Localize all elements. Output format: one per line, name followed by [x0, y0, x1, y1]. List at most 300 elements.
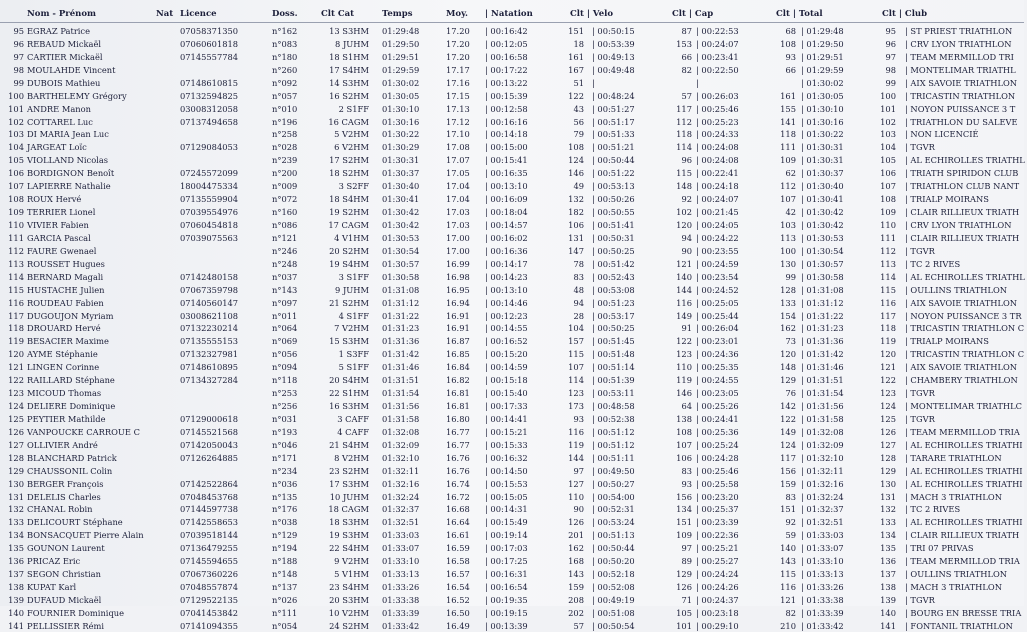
cell-moy: 16.99 — [446, 258, 470, 269]
column-header-row — [0, 8, 1024, 20]
cell-rank: 112 — [8, 245, 24, 256]
cell-temps: 01:32:11 — [382, 465, 420, 476]
table-row — [0, 465, 1024, 477]
cell-cltcat: 3 S2FF — [338, 181, 369, 192]
cell-club: | AL ECHIROLLES TRIATHL — [905, 155, 1025, 166]
cell-rank: 101 — [8, 103, 24, 114]
cell-club: | TRICASTIN TRIATHLON C — [905, 323, 1025, 334]
cell-vcls: 134 — [676, 504, 692, 515]
cell-velo: | 00:52:38 — [592, 413, 635, 424]
cell-doss: n°086 — [272, 219, 298, 230]
cell-cltcat: 5 V1HM — [334, 569, 369, 580]
cell-licence: 07067360226 — [180, 569, 239, 580]
cell-cltcat: 19 S4HM — [329, 258, 369, 269]
header-divider — [0, 22, 1024, 23]
cell-tcls: 154 — [780, 310, 796, 321]
cell-rank: 113 — [8, 258, 24, 269]
cell-moy: 16.91 — [446, 310, 470, 321]
cell-rank: 137 — [8, 569, 24, 580]
table-row — [0, 581, 1024, 593]
table-row — [0, 154, 1024, 166]
cell-vcls: 82 — [681, 64, 692, 75]
table-row — [0, 258, 1024, 270]
cell-vcls: 107 — [676, 439, 692, 450]
cell-velo: | 00:50:15 — [592, 26, 635, 36]
cell-ncls: 127 — [568, 478, 584, 489]
cell-cltcat: 3 S1FF — [338, 271, 369, 282]
cell-rank: 96 — [13, 38, 24, 49]
cell-temps: 01:30:02 — [382, 77, 420, 88]
cell-clubrank: 95 — [885, 26, 896, 36]
cell-temps: 01:33:39 — [382, 607, 420, 618]
cell-velo: | — [592, 77, 595, 88]
cell-cap: | 00:21:45 — [696, 207, 739, 217]
cell-clubrank: 141 — [880, 620, 896, 631]
cell-total: | 01:31:56 — [801, 401, 844, 411]
cell-moy: 16.84 — [446, 362, 470, 373]
cell-licence: 07137494658 — [180, 116, 239, 127]
cell-name: GOUNON Laurent — [27, 543, 105, 554]
cell-natation: | 00:18:04 — [485, 207, 528, 217]
cell-rank: 102 — [8, 116, 24, 127]
cell-cap: | 00:23:18 — [696, 607, 739, 618]
cell-moy: 17.20 — [446, 26, 470, 36]
cell-velo: | 00:51:39 — [592, 375, 635, 386]
cell-velo: | 00:53:39 — [592, 38, 635, 49]
cell-total: | 01:30:05 — [801, 90, 844, 101]
cell-clubrank: 129 — [880, 465, 896, 476]
cell-ncls: 143 — [568, 569, 584, 580]
cell-natation: | 00:15:20 — [485, 349, 528, 360]
cell-rank: 133 — [8, 517, 24, 528]
cell-tcls: 210 — [780, 620, 796, 631]
cell-vcls: 129 — [676, 569, 692, 580]
cell-cap: | 00:23:55 — [696, 245, 739, 256]
table-row — [0, 271, 1024, 283]
cell-velo: | 00:50:44 — [592, 155, 635, 166]
cell-clubrank: 138 — [880, 582, 896, 592]
cell-velo: | 00:51:33 — [592, 129, 635, 140]
cell-name: PELLISSIER Rémi — [27, 620, 105, 631]
cell-moy: 16.61 — [446, 530, 470, 541]
cell-club: | CRV LYON TRIATHLON — [905, 219, 1012, 230]
cell-natation: | 00:14:41 — [485, 413, 528, 424]
cell-name: FOURNIER Dominique — [27, 607, 125, 618]
cell-moy: 17.10 — [446, 129, 470, 140]
cell-ncls: 108 — [568, 142, 584, 153]
cell-clubrank: 134 — [880, 530, 896, 541]
cell-total: | 01:33:26 — [801, 582, 844, 592]
cell-moy: 16.49 — [446, 620, 470, 631]
cell-moy: 17.04 — [446, 181, 470, 192]
cell-clubrank: 126 — [880, 426, 896, 437]
cell-cltcat: 4 CAFF — [337, 426, 369, 437]
cell-vcls: 120 — [676, 219, 692, 230]
cell-cap: | 00:25:26 — [696, 401, 739, 411]
cell-licence: 07145557784 — [180, 51, 239, 62]
cell-name: DUGOUJON Myriam — [27, 310, 114, 321]
cell-name: LINGEN Corinne — [27, 362, 100, 373]
cell-licence: 07132327981 — [180, 349, 239, 360]
cell-doss: n°026 — [272, 594, 298, 605]
cell-natation: | 00:14:18 — [485, 129, 528, 140]
cell-licence: 07058371350 — [180, 26, 239, 36]
cell-total: | 01:33:42 — [801, 620, 844, 631]
cell-cap: | 00:24:52 — [696, 284, 739, 295]
cell-ncls: 83 — [573, 271, 584, 282]
cell-temps: 01:31:22 — [382, 310, 420, 321]
cell-doss: n°057 — [272, 90, 298, 101]
table-row — [0, 542, 1024, 554]
cell-temps: 01:30:53 — [382, 232, 420, 243]
cell-ncls: 173 — [568, 401, 584, 411]
cell-velo: | 00:51:23 — [592, 297, 635, 308]
cell-cap: | 00:26:03 — [696, 90, 739, 101]
cell-temps: 01:30:40 — [382, 181, 420, 192]
cell-name: DELELIS Charles — [27, 491, 101, 502]
cell-vcls: 90 — [681, 245, 692, 256]
table-row — [0, 607, 1024, 619]
cell-doss: n°129 — [272, 530, 298, 541]
cell-name: HUSTACHE Julien — [27, 284, 105, 295]
cell-name: BONSACQUET Pierre Alain — [27, 530, 144, 541]
cell-name: BORDIGNON Benoît — [27, 168, 115, 179]
cell-temps: 01:31:08 — [382, 284, 420, 295]
cell-cltcat: 8 JUHM — [335, 38, 369, 49]
cell-vcls: 153 — [676, 38, 692, 49]
cell-cltcat: 17 S4HM — [329, 64, 369, 75]
table-row — [0, 90, 1024, 102]
cell-ncls: 119 — [568, 439, 584, 450]
cell-cap: | 00:24:26 — [696, 582, 739, 592]
cell-vcls: 121 — [676, 258, 692, 269]
cell-club: | AIX SAVOIE TRIATHLON — [905, 297, 1018, 308]
cell-name: OLLIVIER André — [27, 439, 98, 450]
cell-ncls: 93 — [573, 413, 584, 424]
cell-temps: 01:30:10 — [382, 103, 420, 114]
cell-name: JARGEAT Loïc — [27, 142, 87, 153]
cell-velo: | 00:49:48 — [592, 64, 635, 75]
cell-clubrank: 106 — [880, 168, 896, 179]
cell-tcls: 141 — [780, 116, 796, 127]
cell-name: PEYTIER Mathilde — [27, 413, 106, 424]
cell-natation: | 00:14:59 — [485, 362, 528, 373]
cell-natation: | 00:16:31 — [485, 569, 528, 580]
cell-cap: | 00:24:59 — [696, 258, 739, 269]
cell-moy: 16.85 — [446, 349, 470, 360]
cell-total: | 01:33:38 — [801, 594, 844, 605]
cell-natation: | 00:16:54 — [485, 582, 528, 592]
cell-cltcat: 5 V2HM — [334, 129, 369, 140]
cell-tcls: 128 — [780, 284, 796, 295]
cell-cltcat: 24 S2HM — [329, 620, 369, 631]
table-row — [0, 297, 1024, 309]
cell-club: | TRIATH SPIRIDON CLUB — [905, 168, 1019, 179]
cell-tcls: 113 — [780, 232, 796, 243]
cell-total: | 01:30:54 — [801, 245, 844, 256]
cell-vcls: 102 — [676, 207, 692, 217]
cell-natation: | 00:15:49 — [485, 517, 528, 528]
cell-tcls: 42 — [785, 207, 796, 217]
cell-ncls: 146 — [568, 168, 584, 179]
cell-club: | MONTELIMAR TRIATHLC — [905, 401, 1022, 411]
cell-cap: | 00:24:07 — [696, 38, 739, 49]
cell-name: BESACIER Maxime — [27, 336, 109, 347]
cell-tcls: 124 — [780, 439, 796, 450]
cell-vcls: 151 — [676, 517, 692, 528]
cell-rank: 125 — [8, 413, 24, 424]
cell-cltcat: 15 S3HM — [329, 336, 369, 347]
cell-cltcat: 10 JUHM — [329, 491, 369, 502]
table-row — [0, 413, 1024, 425]
cell-cltcat: 21 S2HM — [329, 297, 369, 308]
cell-club: | CLAIR RILLIEUX TRIATH — [905, 207, 1020, 217]
cell-rank: 104 — [8, 142, 24, 153]
cell-clubrank: 124 — [880, 401, 896, 411]
cell-velo: | 00:51:41 — [592, 219, 635, 230]
table-row — [0, 348, 1024, 360]
cell-total: | 01:33:39 — [801, 607, 844, 618]
cell-club: | AL ECHIROLLES TRIATHI — [905, 478, 1023, 489]
cell-total: | 01:30:31 — [801, 142, 844, 153]
cell-tcls: 140 — [780, 543, 796, 554]
cell-velo: | 00:51:14 — [592, 362, 635, 373]
cell-cap: | 00:24:37 — [696, 594, 739, 605]
cell-total: | 01:31:08 — [801, 284, 844, 295]
cell-temps: 01:33:07 — [382, 543, 420, 554]
cell-temps: 01:33:03 — [382, 530, 420, 541]
cell-total: | 01:33:10 — [801, 556, 844, 567]
cell-total: | 01:30:10 — [801, 103, 844, 114]
cell-velo: | 00:50:27 — [592, 478, 635, 489]
cell-tcls: 161 — [780, 90, 796, 101]
cell-velo: | 00:48:58 — [592, 401, 635, 411]
cell-doss: n°258 — [272, 129, 298, 140]
cell-club: | TRIALP MOIRANS — [905, 194, 989, 205]
cell-velo: | 00:51:13 — [592, 530, 635, 541]
cell-moy: 17.05 — [446, 168, 470, 179]
cell-doss: n°054 — [272, 620, 298, 631]
cell-temps: 01:31:46 — [382, 362, 420, 373]
cell-tcls: 66 — [785, 64, 796, 75]
cell-doss: n°188 — [272, 556, 298, 567]
cell-velo: | 00:51:27 — [592, 103, 635, 114]
cell-vcls: 87 — [681, 26, 692, 36]
cell-clubrank: 133 — [880, 517, 896, 528]
cell-club: | TEAM MERMILLOD TRI — [905, 51, 1014, 62]
cell-natation: | 00:15:41 — [485, 155, 528, 166]
cell-cltcat: 22 S1HM — [329, 388, 369, 398]
cell-rank: 115 — [8, 284, 24, 295]
cell-cltcat: 10 V2HM — [328, 607, 369, 618]
cell-vcls: 97 — [681, 543, 692, 554]
cell-temps: 01:30:57 — [382, 258, 420, 269]
cell-club: | TRIALP MOIRANS — [905, 336, 989, 347]
cell-vcls: 108 — [676, 426, 692, 437]
cell-cap: | 00:23:05 — [696, 388, 739, 398]
cell-natation: | 00:15:05 — [485, 491, 528, 502]
cell-clubrank: 99 — [885, 77, 896, 88]
cell-cltcat: 6 V2HM — [334, 142, 369, 153]
cell-velo: | 00:53:24 — [592, 517, 635, 528]
cell-tcls: 82 — [785, 607, 796, 618]
cell-licence: 07135559904 — [180, 194, 239, 205]
cell-tcls: 76 — [785, 388, 796, 398]
cell-clubrank: 107 — [880, 181, 896, 192]
cell-clubrank: 112 — [880, 245, 896, 256]
cell-natation: | 00:16:32 — [485, 452, 528, 463]
cell-clubrank: 98 — [885, 64, 896, 75]
cell-tcls: 162 — [780, 323, 796, 334]
cell-name: DROUARD Hervé — [27, 323, 101, 334]
cell-name: BLANCHARD Patrick — [27, 452, 117, 463]
table-row — [0, 167, 1024, 179]
cell-tcls: 59 — [785, 530, 796, 541]
cell-natation: | 00:13:10 — [485, 181, 528, 192]
cell-cltcat: 13 S3HM — [329, 26, 369, 36]
table-row — [0, 452, 1024, 464]
cell-ncls: 107 — [568, 362, 584, 373]
cell-vcls: 115 — [676, 168, 692, 179]
cell-natation: | 00:12:23 — [485, 310, 528, 321]
cell-natation: | 00:14:57 — [485, 219, 528, 230]
cell-natation: | 00:15:39 — [485, 90, 528, 101]
cell-doss: n°097 — [272, 297, 298, 308]
cell-vcls: 106 — [676, 452, 692, 463]
cell-tcls: 151 — [780, 504, 796, 515]
cell-total: | 01:31:42 — [801, 349, 844, 360]
cell-temps: 01:30:42 — [382, 207, 420, 217]
cell-total: | 01:30:41 — [801, 194, 844, 205]
cell-name: MOULAHDE Vincent — [27, 64, 116, 75]
cell-name: BARTHELEMY Grégory — [27, 90, 127, 101]
cell-moy: 16.72 — [446, 491, 470, 502]
cell-rank: 118 — [8, 323, 24, 334]
cell-natation: | 00:14:17 — [485, 258, 528, 269]
cell-licence: 07140560147 — [180, 297, 239, 308]
cell-club: | TEAM MERMILLOD TRIA — [905, 426, 1020, 437]
cell-name: LAPIERRE Nathalie — [27, 181, 111, 192]
table-row — [0, 374, 1024, 386]
cell-name: CARTIER Mickaël — [27, 51, 103, 62]
cell-cltcat: 17 CAGM — [328, 219, 369, 230]
cell-name: AYME Stéphanie — [27, 349, 98, 360]
cell-licence: 07048557874 — [180, 582, 239, 592]
cell-club: | AIX SAVOIE TRIATHLON — [905, 77, 1018, 88]
cell-doss: n°256 — [272, 401, 298, 411]
cell-moy: 17.03 — [446, 219, 470, 230]
cell-vcls: 66 — [681, 51, 692, 62]
cell-moy: 17.03 — [446, 207, 470, 217]
cell-vcls: 140 — [676, 271, 692, 282]
cell-club: | AL ECHIROLLES TRIATHL — [905, 271, 1025, 282]
cell-tcls: 130 — [780, 258, 796, 269]
cell-ncls: 182 — [568, 207, 584, 217]
table-row — [0, 245, 1024, 257]
cell-ncls: 144 — [568, 452, 584, 463]
cell-clubrank: 140 — [880, 607, 896, 618]
cell-tcls: 115 — [780, 569, 796, 580]
cell-total: | 01:31:54 — [801, 388, 844, 398]
cell-vcls: 123 — [676, 349, 692, 360]
cell-vcls: 92 — [681, 194, 692, 205]
cell-club: | CLAIR RILLIEUX TRIATH — [905, 232, 1020, 243]
cell-doss: n°135 — [272, 491, 298, 502]
cell-clubrank: 109 — [880, 207, 896, 217]
cell-moy: 16.77 — [446, 426, 470, 437]
cell-cltcat: 7 V2HM — [334, 323, 369, 334]
cell-cap: | 00:22:50 — [696, 64, 739, 75]
cell-natation: | 00:12:05 — [485, 38, 528, 49]
cell-tcls: 148 — [780, 362, 796, 373]
cell-natation: | 00:14:23 — [485, 271, 528, 282]
cell-velo: | 00:53:08 — [592, 284, 635, 295]
cell-tcls: 143 — [780, 556, 796, 567]
cell-doss: n°111 — [272, 607, 298, 618]
cell-temps: 01:29:50 — [382, 38, 420, 49]
cell-ncls: 159 — [568, 582, 584, 592]
cell-doss: n°193 — [272, 426, 298, 437]
cell-cap: | 00:25:37 — [696, 504, 739, 515]
cell-cap: | 00:22:41 — [696, 168, 739, 179]
cell-doss: n°239 — [272, 155, 298, 166]
cell-natation: | 00:19:15 — [485, 607, 528, 618]
header-temps: Temps — [382, 9, 413, 19]
cell-club: | TEAM MERMILLOD TRIA — [905, 556, 1020, 567]
cell-doss: n°009 — [272, 181, 298, 192]
cell-club: | TGVR — [905, 245, 935, 256]
table-row — [0, 103, 1024, 115]
cell-cap: | 00:22:53 — [696, 26, 739, 36]
cell-name: DUFAUD Mickaël — [27, 594, 102, 605]
cell-natation: | 00:13:22 — [485, 77, 528, 88]
cell-vcls: 148 — [676, 181, 692, 192]
cell-rank: 122 — [8, 375, 24, 386]
cell-velo: | 00:49:13 — [592, 51, 635, 62]
cell-cap: | 00:26:04 — [696, 323, 739, 334]
cell-temps: 01:30:54 — [382, 245, 420, 256]
cell-rank: 117 — [8, 310, 24, 321]
cell-temps: 01:31:51 — [382, 375, 420, 386]
cell-velo: | 00:50:20 — [592, 556, 635, 567]
cell-rank: 108 — [8, 194, 24, 205]
cell-vcls: 91 — [681, 323, 692, 334]
cell-natation: | 00:13:39 — [485, 620, 528, 631]
cell-rank: 126 — [8, 426, 24, 437]
cell-total: | 01:30:57 — [801, 258, 844, 269]
cell-temps: 01:32:51 — [382, 517, 420, 528]
cell-total: | 01:30:31 — [801, 155, 844, 166]
cell-cap: | 00:25:27 — [696, 556, 739, 567]
cell-moy: 17.07 — [446, 155, 470, 166]
table-row — [0, 555, 1024, 567]
cell-moy: 16.81 — [446, 388, 470, 398]
cell-cltcat: 23 S4HM — [329, 582, 369, 592]
cell-natation: | 00:17:25 — [485, 556, 528, 567]
cell-natation: | 00:14:46 — [485, 297, 528, 308]
cell-clubrank: 128 — [880, 452, 896, 463]
cell-doss: n°171 — [272, 452, 298, 463]
table-row — [0, 193, 1024, 205]
header-name: Nom - Prénom — [27, 9, 97, 19]
cell-rank: 123 — [8, 388, 24, 398]
cell-club: | FONTANIL TRIATHLON — [905, 620, 1013, 631]
cell-moy: 16.54 — [446, 582, 470, 592]
cell-doss: n°046 — [272, 439, 298, 450]
table-row — [0, 439, 1024, 451]
cell-club: | MACH 3 TRIATHLON — [905, 491, 1002, 502]
cell-ncls: 116 — [568, 426, 584, 437]
